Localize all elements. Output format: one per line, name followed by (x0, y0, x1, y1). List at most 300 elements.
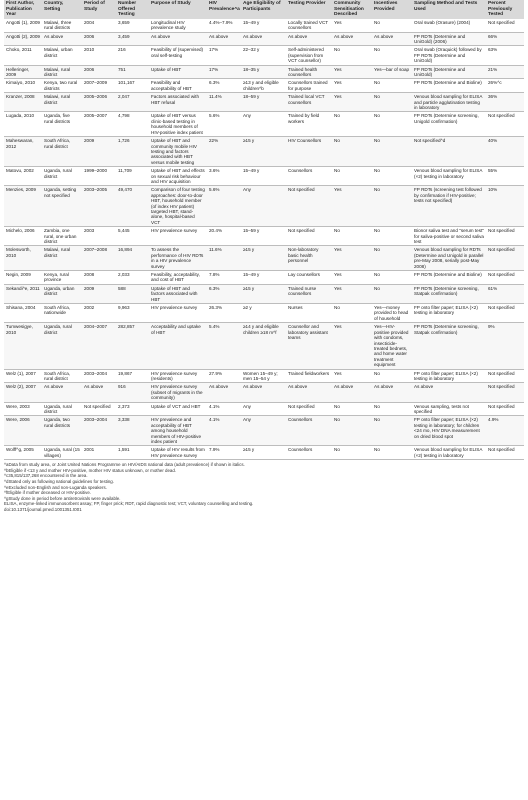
table-cell: 916 (116, 383, 149, 402)
table-cell: Uptake of HBT (149, 65, 207, 79)
table-cell: Uganda, setting not specified (42, 186, 82, 227)
table-cell: Non-laboratory basic health personnel (286, 246, 332, 271)
table-cell: FP RDTs (Determine and Bioline) (412, 79, 486, 93)
table-cell: No (372, 186, 412, 227)
footnote: ^eExcluded non-English and non-Luganda speakers. (4, 484, 107, 490)
table-cell: 20.4% (207, 227, 241, 246)
table-cell: FP RDTs (Determine and Bioline) (412, 271, 486, 285)
table-cell: As above (241, 383, 286, 402)
table-cell: Feasibility, acceptability, and cost of HBT (149, 271, 207, 285)
table-cell: Not specified (486, 271, 524, 285)
table-row (4, 416, 524, 446)
table-row (4, 246, 524, 271)
table-cell: 22–32 y (241, 46, 286, 65)
table-cell: Malawi, rural district (42, 65, 82, 79)
table-cell: Counsellors (286, 416, 332, 446)
table-cell: Trained by field workers (286, 112, 332, 137)
table-row (4, 383, 524, 402)
column-header: Percent Previously Tested (486, 0, 524, 19)
table-cell: Not specified (286, 402, 332, 416)
table-cell: FP onto filter paper; ELISA (×2) testing in laboratory; for children <24 mo, HIV DNA measurement on dried blood spot (412, 416, 486, 446)
table-cell: Self-administered (supervision from VCT counsellor) (286, 46, 332, 65)
table-row (4, 402, 524, 416)
table-cell: As above (42, 383, 82, 402)
table-cell: No (372, 446, 412, 460)
table-cell: Angotti (2), 2009 (4, 32, 42, 46)
table-cell: FP onto filter paper; ELISA (×2) testing in laboratory (412, 304, 486, 323)
table-cell: 15–49 y (241, 271, 286, 285)
table-cell: As above (207, 383, 241, 402)
table-cell: 2005–2007 (82, 112, 116, 137)
footnote: ^dStated only as following national guidelines for testing. (4, 479, 114, 484)
table-cell: 15–49 y (241, 19, 286, 32)
table-cell: Women 15–49 y; men 15–54 y (241, 369, 286, 383)
table-cell: 6.3% (207, 79, 241, 93)
table-cell: Uptake of HBT and factors associated with HBT (149, 284, 207, 303)
table-cell: ≥15 y (241, 137, 286, 167)
table-cell: Lugada, 2010 (4, 112, 42, 137)
table-cell: As above (332, 32, 372, 46)
table-cell: 3,459 (116, 32, 149, 46)
table-header (4, 0, 524, 19)
table-cell: Trained nurse counsellors (286, 284, 332, 303)
table-cell: Not specified (486, 227, 524, 246)
table-cell: 4.1% (207, 402, 241, 416)
table-cell: 4,798 (116, 112, 149, 137)
table-cell: Were, 2006 (4, 416, 42, 446)
table-cell: As above (332, 383, 372, 402)
table-cell: 17% (207, 65, 241, 79)
table-cell: Venous blood sampling for ELISA (×2) testing in laboratory (412, 446, 486, 460)
table-cell: Not specified (486, 446, 524, 460)
table-cell: Trained health counsellors (286, 65, 332, 79)
table-cell: 2010 (82, 46, 116, 65)
table-cell: 4.9% (486, 416, 524, 446)
table-cell: 66% (486, 32, 524, 46)
table-cell: 40% (486, 137, 524, 167)
table-cell: 26%^c (486, 79, 524, 93)
table-cell: Factors associated with HBT refusal (149, 93, 207, 112)
table-cell: Uptake of HBT versus clinic-based testing in household members of HIV-positive index patient (149, 112, 207, 137)
table-cell: HIV prevalence and acceptability of HBT among household members of HIV-positive index patient (149, 416, 207, 446)
footnote: doi:10.1371/journal.pmed.1001351.t001 (4, 506, 82, 512)
table-cell: 282,857 (116, 323, 149, 369)
table-cell: Any (241, 402, 286, 416)
table-cell: Counsellors trained for purpose (286, 79, 332, 93)
table-cell: Oral swab (Orasure) (2004) (412, 19, 486, 32)
table-cell: 5.6% (207, 112, 241, 137)
table-cell: 2003–2004 (82, 369, 116, 383)
table-cell: 2002 (82, 304, 116, 323)
table-cell: No (332, 167, 372, 186)
table-cell: Yes (332, 65, 372, 79)
table-cell: Welz (2), 2007 (4, 383, 42, 402)
table-cell: As above (286, 383, 332, 402)
footnote: ^bEligible if <13 y and mother HIV-positive, mother HIV status unknown, or mother dead. (4, 467, 177, 473)
table-cell: As above (286, 32, 332, 46)
table-row (4, 112, 524, 137)
table-cell: 2006 (82, 65, 116, 79)
table-cell: To assess the performance of HIV RDTs in a HIV prevalence survey (149, 246, 207, 271)
table-cell: Malawi, three rural districts (42, 19, 82, 32)
table-cell: Trained fieldworkers (286, 369, 332, 383)
table-cell: 27.9% (207, 369, 241, 383)
table-cell: No (332, 46, 372, 65)
table-cell: Locally trained VCT counsellors (286, 19, 332, 32)
table-cell: Venous blood sampling for ELISA (×2) testing in laboratory (412, 167, 486, 186)
table-row (4, 79, 524, 93)
table-cell: Not specified (486, 369, 524, 383)
table-cell: 216 (116, 46, 149, 65)
table-cell: Kenya, two rural districts (42, 79, 82, 93)
table-cell: 2007–2009 (82, 79, 116, 93)
table-cell: Negin, 2009 (4, 271, 42, 285)
table-cell: As above (149, 32, 207, 46)
table-cell: Counsellors (286, 446, 332, 460)
table-cell: 21% (486, 65, 524, 79)
table-cell: As above (241, 32, 286, 46)
table-cell: ≥15 y (241, 246, 286, 271)
table-cell: Malawi, rural district (42, 93, 82, 112)
table-cell: Malawi, rural district (42, 246, 82, 271)
table-row (4, 323, 524, 369)
table-cell: No (372, 137, 412, 167)
table-cell: 4.1% (207, 416, 241, 446)
table-cell: 101,167 (116, 79, 149, 93)
table-cell: Venous blood sampling for ELISA and particle agglutination testing in laboratory (412, 93, 486, 112)
column-header: Incentives Provided (372, 0, 412, 19)
table-cell: Yes—bar of soap (372, 65, 412, 79)
table-cell: 2,373 (116, 402, 149, 416)
table-cell: 63% (486, 46, 524, 65)
table-cell: Matovu, 2002 (4, 167, 42, 186)
table-cell: Yes (332, 369, 372, 383)
table-row (4, 167, 524, 186)
table-cell: 2008 (82, 271, 116, 285)
table-cell: HIV prevalence survey (residents) (149, 369, 207, 383)
table-cell: Choko, 2011 (4, 46, 42, 65)
column-header: Age Eligibility of Participants (241, 0, 286, 19)
table-cell: As above (372, 32, 412, 46)
table-cell: Yes (332, 271, 372, 285)
table-body (4, 19, 524, 460)
table-cell: Nurses (286, 304, 332, 323)
table-cell: Sekandi^e, 2011 (4, 284, 42, 303)
table-cell: FP RDTs (Determine screening, Statpak confirmation) (412, 284, 486, 303)
table-cell: Kimaiyo, 2010 (4, 79, 42, 93)
table-cell: 22% (207, 137, 241, 167)
column-header: First Author, Publication Year (4, 0, 42, 19)
table-cell: Counsellor and laboratory assistant teams (286, 323, 332, 369)
table-cell: Shisana, 2004 (4, 304, 42, 323)
table-cell: No (372, 246, 412, 271)
column-header: HIV Prevalence^a (207, 0, 241, 19)
table-cell: 5.6% (207, 186, 241, 227)
table-cell: 2009 (82, 284, 116, 303)
table-cell: Comparison of four testing approaches: door-to-door HBT, household member (of index HIV patient) targeted HBT, stand-alone, hospital-based VCT (149, 186, 207, 227)
table-cell: Not specified (486, 402, 524, 416)
table-cell: Uganda, rural district (42, 323, 82, 369)
table-cell: 55% (486, 167, 524, 186)
header-row (4, 0, 524, 19)
table-cell: FP RDTs (Determine screening, Unigold confirmation) (412, 112, 486, 137)
table-cell: Feasibility of (supervised) oral self-testing (149, 46, 207, 65)
table-cell: 1999–2000 (82, 167, 116, 186)
table-cell: 2009 (82, 137, 116, 167)
table-cell: No (332, 416, 372, 446)
table-cell: 11.4% (207, 93, 241, 112)
table-cell: No (332, 402, 372, 416)
table-cell: No (332, 137, 372, 167)
table-cell: 15–59 y (241, 227, 286, 246)
table-cell: Angotti (1), 2009 (4, 19, 42, 32)
table-cell: No (372, 271, 412, 285)
table-cell: No (372, 19, 412, 32)
table-row (4, 271, 524, 285)
table-cell: 751 (116, 65, 149, 79)
table-cell: 6.3% (207, 284, 241, 303)
table-cell: FP onto filter paper; ELISA (×2) testing in laboratory (412, 369, 486, 383)
table-cell: Uganda, urban district (42, 284, 82, 303)
table-cell: Feasibility and acceptability of HBT (149, 79, 207, 93)
footnote: ^c35,815/137,268 encountered in the area. (4, 473, 88, 479)
column-header: Country, Setting (42, 0, 82, 19)
table-cell: Uptake of VCT and HBT (149, 402, 207, 416)
table-cell: 588 (116, 284, 149, 303)
table-cell: Uptake of HBT and effects on sexual risk behaviour and HIV acquisition (149, 167, 207, 186)
table-cell: Uptake of HBT and community mobile HIV testing and factors associated with HBT versus mobile testing (149, 137, 207, 167)
table-row (4, 137, 524, 167)
table-cell: Yes (332, 323, 372, 369)
table-cell: 3.6% (207, 167, 241, 186)
table-cell: No (332, 227, 372, 246)
table-cell: Yes (332, 186, 372, 227)
table-cell: No (372, 227, 412, 246)
table-cell: 10% (486, 186, 524, 227)
table-cell: HIV Counsellors (286, 137, 332, 167)
table-cell: As above (412, 383, 486, 402)
table-cell: As above (42, 32, 82, 46)
table-cell: 49,470 (116, 186, 149, 227)
table-cell: No (372, 167, 412, 186)
table-cell: 4.4%–7.9% (207, 19, 241, 32)
table-cell: Venous sampling, tests not specified (412, 402, 486, 416)
column-header: Period of Study (82, 0, 116, 19)
table-cell: 5.4% (207, 323, 241, 369)
table-cell: South Africa, rural district (42, 369, 82, 383)
document-page (4, 0, 524, 513)
table-cell: FP RDTs (Determine screening, Statpak confirmation) (412, 323, 486, 369)
table-cell: No (372, 46, 412, 65)
table-cell: 2,033 (116, 271, 149, 285)
table-cell: Yes (332, 93, 372, 112)
table-cell: 18–35 y (241, 65, 286, 79)
table-cell: 2007–2008 (82, 246, 116, 271)
footnote: ^gStudy done in period before antiretrovirals were available. (4, 495, 121, 501)
table-cell: Any (241, 416, 286, 446)
table-cell: Yes (332, 284, 372, 303)
table-cell: Helleringer, 2009 (4, 65, 42, 79)
table-cell: ≥13 y and eligible children^b (241, 79, 286, 93)
table-cell: South Africa, nationwide (42, 304, 82, 323)
table-cell: Any (241, 112, 286, 137)
table-cell: 36% (486, 93, 524, 112)
table-row (4, 369, 524, 383)
table-cell: Wolff^g, 2005 (4, 446, 42, 460)
table-cell: 2003–2004 (82, 416, 116, 446)
table-cell: Kenya, rural province (42, 271, 82, 285)
footnote: ^fEligible if mother deceased or HIV-positive. (4, 490, 91, 496)
table-cell: Uganda, five rural districts (42, 112, 82, 137)
table-cell: 9% (486, 323, 524, 369)
table-row (4, 32, 524, 46)
table-cell: No (372, 416, 412, 446)
table-cell: Not specified (486, 19, 524, 32)
table-cell: 2005–2006 (82, 93, 116, 112)
table-cell: 19,867 (116, 369, 149, 383)
table-cell: No (372, 93, 412, 112)
table-cell: 26.3% (207, 304, 241, 323)
table-cell: Yes (332, 19, 372, 32)
table-cell: 11.6% (207, 246, 241, 271)
table-cell: ≥14 y and eligible children ≥18 m^f (241, 323, 286, 369)
table-cell: Not specified (286, 227, 332, 246)
table-cell: 3,659 (116, 19, 149, 32)
table-cell: ≥15 y (241, 284, 286, 303)
table-cell: 11,709 (116, 167, 149, 186)
table-cell: Malawi, urban district (42, 46, 82, 65)
table-cell: Not specified (486, 304, 524, 323)
table-row (4, 19, 524, 32)
table-cell: As above (372, 383, 412, 402)
table-cell: Yes—HIV-positive provided with condoms, insecticide-treated bednets, and home water treatment equipment (372, 323, 412, 369)
table-row (4, 446, 524, 460)
table-row (4, 46, 524, 65)
table-cell: 18–59 y (241, 93, 286, 112)
table-footnotes (4, 462, 524, 512)
table-cell: Any (241, 186, 286, 227)
table-cell: FP RDTs (Determine and UniGold) (2006) (412, 32, 486, 46)
table-cell: Lay counsellors (286, 271, 332, 285)
table-cell: 2003 (82, 227, 116, 246)
studies-table (4, 0, 524, 460)
table-cell: Uganda, rural district (42, 167, 82, 186)
column-header: Community Sensitisation Described (332, 0, 372, 19)
table-row (4, 284, 524, 303)
table-cell: HIV prevalence survey (149, 227, 207, 246)
table-cell: ≥2 y (241, 304, 286, 323)
table-cell: No (332, 446, 372, 460)
table-cell: As above (82, 383, 116, 402)
table-cell: No (372, 284, 412, 303)
table-cell: 2003–2005 (82, 186, 116, 227)
table-cell: 2004 (82, 19, 116, 32)
table-cell: Menzies, 2009 (4, 186, 42, 227)
table-cell: Welz (1), 2007 (4, 369, 42, 383)
table-cell: FP RDTs (screening test followed by confirmation if HIV-positive; tests not specified) (412, 186, 486, 227)
footnote: ELISA, enzyme-linked immunosorbent assay; FP, finger prick; RDT, rapid diagnostic test; VCT, voluntary counselling and testing. (4, 501, 254, 507)
table-cell: Yes—money provided to head of household (372, 304, 412, 323)
column-header: Testing Provider (286, 0, 332, 19)
table-cell: No (372, 79, 412, 93)
table-cell: HIV prevalence survey (149, 304, 207, 323)
table-cell: 9,963 (116, 304, 149, 323)
table-cell: Longitudinal HIV prevalence study (149, 19, 207, 32)
table-cell: 7.9% (207, 446, 241, 460)
column-header: Purpose of Study (149, 0, 207, 19)
table-cell: 1,591 (116, 446, 149, 460)
footnote: ^aData from study area, or Joint United Nations Programme on HIV/AIDS national data (adult prevalence) if shown in italics. (4, 462, 245, 468)
table-cell: No (332, 112, 372, 137)
table-cell: Counsellors (286, 167, 332, 186)
table-cell: No (372, 369, 412, 383)
table-cell: Not specified (82, 402, 116, 416)
table-cell: 61% (486, 284, 524, 303)
table-cell: Yes (332, 79, 372, 93)
table-cell: 5,445 (116, 227, 149, 246)
column-header: Sampling Method and Tests Used (412, 0, 486, 19)
table-cell: Oral swab (Oraquick) followed by FP RDTs (Determine and UniGold) (412, 46, 486, 65)
table-row (4, 93, 524, 112)
table-cell: Michelo, 2006 (4, 227, 42, 246)
table-cell: FP RDTs (Determine and UniGold) (412, 65, 486, 79)
table-cell: Not specified (286, 186, 332, 227)
table-cell: Uganda, rural (15 villages) (42, 446, 82, 460)
table-cell: Tumwesigye, 2010 (4, 323, 42, 369)
table-cell: No (372, 112, 412, 137)
table-cell: Uganda, rural district (42, 402, 82, 416)
table-cell: Venous blood sampling for RDTs (Determine and Unigold in parallel pre-May 2008, serially post-May 2008) (412, 246, 486, 271)
table-cell: Acceptability and uptake of HBT (149, 323, 207, 369)
table-cell: 1,726 (116, 137, 149, 167)
table-row (4, 186, 524, 227)
table-cell: Uganda, two rural districts (42, 416, 82, 446)
table-cell: No (332, 304, 372, 323)
table-cell: Zambia, one rural, one urban district (42, 227, 82, 246)
table-cell: Trained local VCT counsellors (286, 93, 332, 112)
table-cell: 2001 (82, 446, 116, 460)
table-cell: Not specified (486, 246, 524, 271)
table-cell: 7.8% (207, 271, 241, 285)
table-cell: Yes (332, 246, 372, 271)
table-cell: ≥15 y (241, 446, 286, 460)
table-cell: Maheswaran, 2012 (4, 137, 42, 167)
table-cell: Not specified^d (412, 137, 486, 167)
table-cell: As above (207, 32, 241, 46)
table-cell: 17% (207, 46, 241, 65)
column-header: Number Offered Testing (116, 0, 149, 19)
table-cell: Not specified (486, 383, 524, 402)
table-cell: 15–49 y (241, 167, 286, 186)
table-cell: 2004–2007 (82, 323, 116, 369)
table-cell: Were, 2003 (4, 402, 42, 416)
table-cell: Molesworth, 2010 (4, 246, 42, 271)
table-cell: Bionor saliva test and "serum test" for saliva-positive or second saliva test (412, 227, 486, 246)
table-row (4, 227, 524, 246)
table-row (4, 65, 524, 79)
table-cell: 2006 (82, 32, 116, 46)
table-row (4, 304, 524, 323)
table-cell: South Africa, rural district (42, 137, 82, 167)
table-cell: 2,047 (116, 93, 149, 112)
table-cell: Uptake of HIV results from HIV prevalence survey (149, 446, 207, 460)
table-cell: 3,338 (116, 416, 149, 446)
table-cell: No (372, 402, 412, 416)
table-cell: Not specified (486, 112, 524, 137)
table-cell: HIV prevalence survey (subset of migrants in the community) (149, 383, 207, 402)
table-cell: Kranzer, 2008 (4, 93, 42, 112)
table-cell: 16,894 (116, 246, 149, 271)
